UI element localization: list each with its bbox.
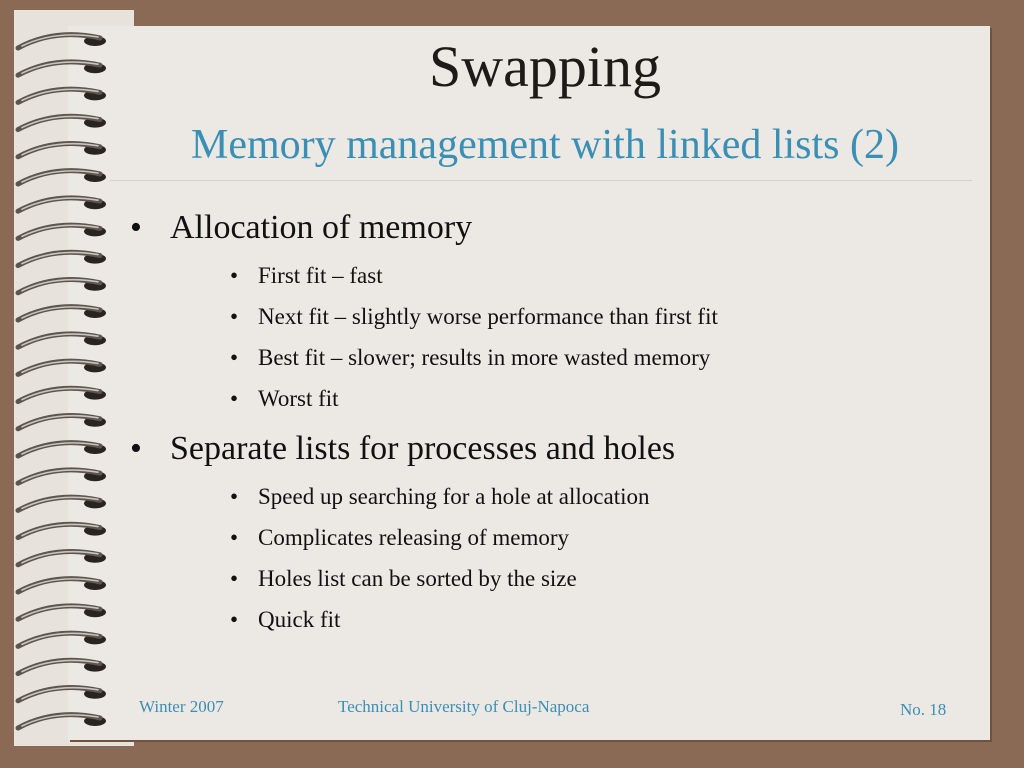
sub-bullet-text: Speed up searching for a hole at allocation <box>258 484 650 509</box>
sub-bullet-item <box>230 608 340 631</box>
sub-bullet-text: Worst fit <box>258 386 339 411</box>
bullet-icon: • <box>230 525 239 550</box>
bullet-icon: • <box>230 386 239 411</box>
bullet-icon: • <box>130 209 142 246</box>
sub-bullet-text: Best fit – slower; results in more wasted memory <box>258 345 711 370</box>
bullet-icon: • <box>230 304 239 329</box>
sub-bullet-item <box>230 485 650 508</box>
sub-bullet-item <box>230 526 569 549</box>
bullet-icon: • <box>230 484 239 509</box>
sub-bullet-text: First fit – fast <box>258 263 383 288</box>
footer-institution: Technical University of Cluj-Napoca <box>338 697 590 716</box>
sub-bullet-item <box>230 346 710 369</box>
bullet-text: Allocation of memory <box>170 209 473 246</box>
footer-slide-number: No. 18 <box>900 700 947 719</box>
bullet-item <box>130 211 472 245</box>
bullet-icon: • <box>130 430 142 467</box>
bullet-icon: • <box>230 345 239 370</box>
sub-bullet-text: Complicates releasing of memory <box>258 525 570 550</box>
bullet-icon: • <box>230 263 239 288</box>
bullet-text: Separate lists for processes and holes <box>170 430 676 467</box>
sub-bullet-text: Holes list can be sorted by the size <box>258 566 577 591</box>
bullet-item <box>130 432 675 466</box>
sub-bullet-item <box>230 567 577 590</box>
sub-bullet-item <box>230 264 383 287</box>
sub-bullet-text: Next fit – slightly worse performance than first fit <box>258 304 718 329</box>
footer-date: Winter 2007 <box>139 697 224 716</box>
slide-title: Swapping <box>429 34 661 99</box>
sub-bullet-text: Quick fit <box>258 607 341 632</box>
slide-subtitle: Memory management with linked lists (2) <box>190 122 900 168</box>
bullet-icon: • <box>230 607 239 632</box>
sub-bullet-item <box>230 305 718 328</box>
bullet-icon: • <box>230 566 239 591</box>
sub-bullet-item <box>230 387 339 410</box>
